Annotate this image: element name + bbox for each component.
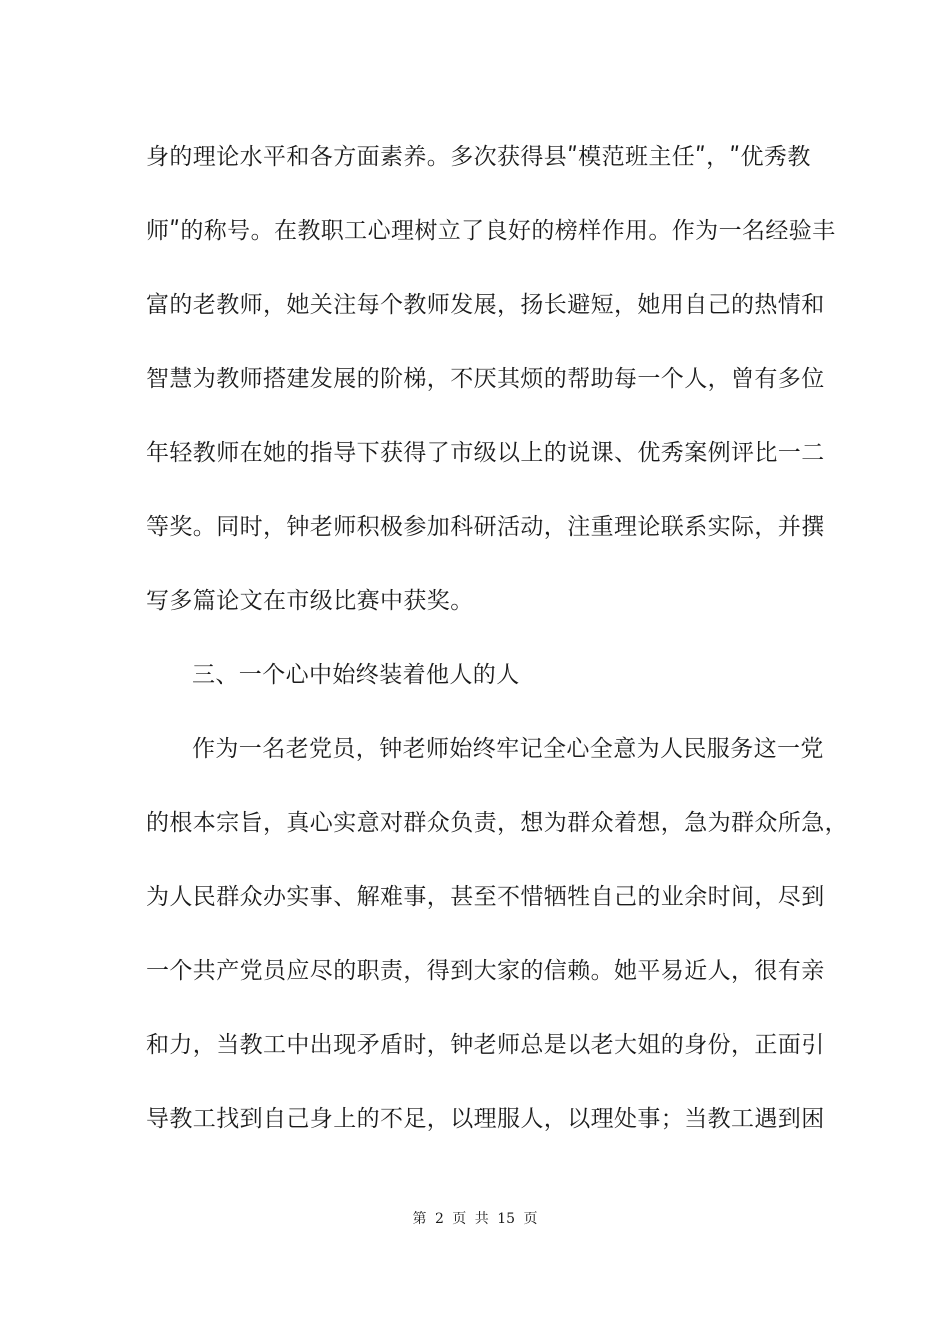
paragraph-line: 身的理论水平和各方面素养。多次获得县ʺ模范班主任ʺ，ʺ优秀教 [146, 144, 811, 170]
paragraph-line: 作为一名老党员，钟老师始终牢记全心全意为人民服务这一党 [192, 736, 824, 762]
paragraph-line: 为人民群众办实事、解难事，甚至不惜牺牲自己的业余时间，尽到 [146, 884, 825, 910]
paragraph-line: 和力，当教工中出现矛盾时，钟老师总是以老大姐的身份，正面引 [146, 1032, 825, 1058]
paragraph-line: 一个共产党员应尽的职责，得到大家的信赖。她平易近人，很有亲 [146, 958, 825, 984]
page-number-footer: 第 2 页 共 15 页 [412, 1211, 538, 1227]
paragraph-line: 富的老教师，她关注每个教师发展，扬长避短，她用自己的热情和 [146, 292, 825, 318]
paragraph-line: 智慧为教师搭建发展的阶梯，不厌其烦的帮助每一个人，曾有多位 [146, 366, 825, 392]
section-heading: 三、一个心中始终装着他人的人 [192, 662, 520, 688]
paragraph-line: 年轻教师在她的指导下获得了市级以上的说课、优秀案例评比一二 [146, 440, 825, 466]
paragraph-line: 师ʺ的称号。在教职工心理树立了良好的榜样作用。作为一名经验丰 [146, 218, 836, 244]
paragraph-line: 的根本宗旨，真心实意对群众负责，想为群众着想，急为群众所急， [146, 810, 848, 836]
paragraph-line: 导教工找到自己身上的不足，以理服人，以理处事；当教工遇到困 [146, 1106, 825, 1132]
paragraph-line: 等奖。同时，钟老师积极参加科研活动，注重理论联系实际，并撰 [146, 514, 825, 540]
paragraph-line: 写多篇论文在市级比赛中获奖。 [146, 588, 474, 614]
